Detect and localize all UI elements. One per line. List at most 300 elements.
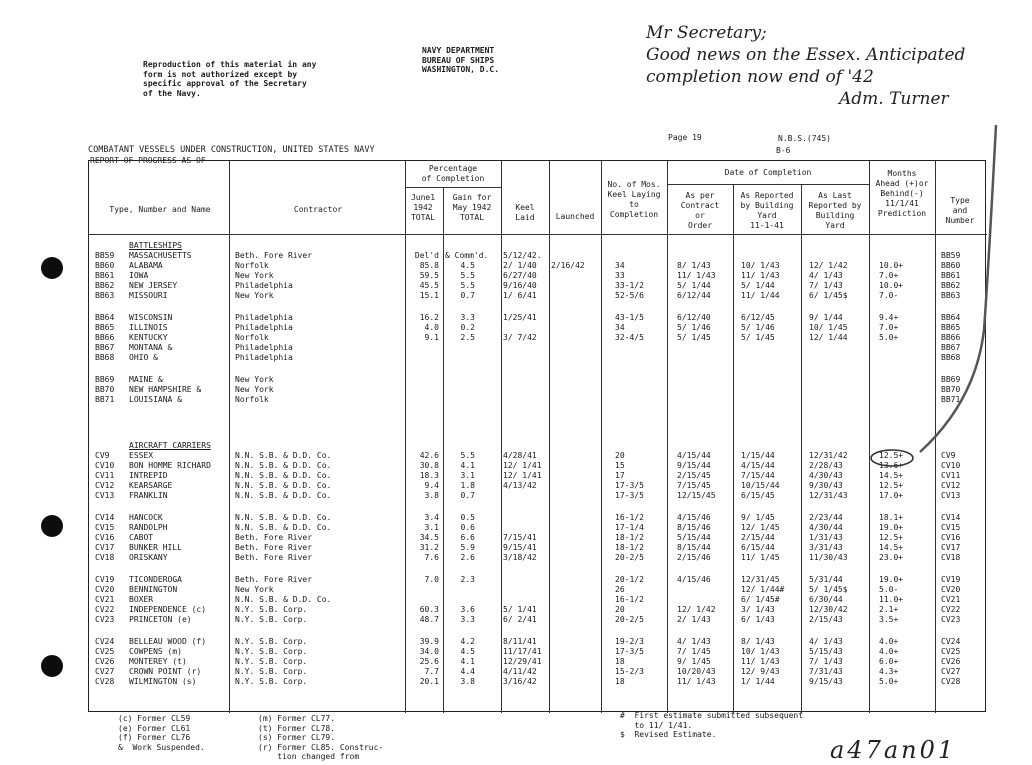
cell-ahead: 13.6+ [879,461,904,470]
cell-contract: 11/ 1/43 [677,271,716,280]
cell-type: CV22 [95,605,115,614]
table-row [89,313,987,323]
col-header-ahead: Months Ahead (+)or Behind(-) 11/1/41 Prediction [875,169,929,218]
cell-keel: 6/27/40 [503,271,537,280]
cell-reported: 1/15/44 [741,451,775,460]
cell-ahead: 6.0+ [879,657,899,666]
cell-june: 59.5 [419,271,439,280]
cell-gain: 3.3 [460,615,475,624]
cell-last: 6/30/44 [809,595,843,604]
cell-type: CV11 [95,471,115,480]
cell-type: BB60 [95,261,115,270]
cell-name: BELLEAU WOOD (f) [129,637,207,646]
cell-num: CV13 [941,491,961,500]
progress-table [88,160,986,712]
doc-subtitle: REPORT OF PROGRESS AS OF [90,156,206,165]
cell-months: 19-2/3 [615,637,644,646]
col-header-launched: Launched [555,212,595,221]
cell-last: 9/30/43 [809,481,843,490]
cell-months: 26 [615,585,625,594]
cell-ahead: 10.0+ [879,261,904,270]
cell-ahead: 23.0+ [879,553,904,562]
cell-keel: 3/ 7/42 [503,333,537,342]
table-row [89,251,987,261]
cell-june: 20.1 [419,677,439,686]
table-row [89,471,987,481]
cell-reported: 4/15/44 [741,461,775,470]
cell-keel: 12/ 1/41 [503,461,542,470]
table-row [89,333,987,343]
section-heading: AIRCRAFT CARRIERS [129,441,211,450]
cell-contract: 4/15/46 [677,513,711,522]
table-row [89,261,987,271]
table-row [89,575,987,585]
cell-reported: 12/ 9/43 [741,667,780,676]
cell-contractor: New York [235,271,274,280]
col-header-last: As Last Reported by Building Yard [808,191,862,230]
cell-type: CV17 [95,543,115,552]
table-row [89,343,987,353]
table-row [89,395,987,405]
cell-name: RANDOLPH [129,523,168,532]
cell-ahead: 5.0+ [879,333,899,342]
cell-gain: 6.6 [460,533,475,542]
cell-type: BB65 [95,323,115,332]
note-line: Good news on the Essex. Anticipated [646,45,966,65]
cell-keel: 4/28/41 [503,451,537,460]
cell-contractor: N.Y. S.B. Corp. [235,657,308,666]
cell-num: BB69 [941,375,961,384]
cell-gain: 3.6 [460,605,475,614]
cell-type: BB66 [95,333,115,342]
cell-ahead: 7.0+ [879,271,899,280]
cell-contractor: N.N. S.B. & D.D. Co. [235,523,332,532]
table-row [89,513,987,523]
cell-contractor: Philadelphia [235,353,293,362]
cell-gain: 0.7 [460,291,475,300]
cell-num: CV16 [941,533,961,542]
cell-contractor: N.Y. S.B. Corp. [235,615,308,624]
cell-keel: 11/17/41 [503,647,542,656]
agency-header: NAVY DEPARTMENT BUREAU OF SHIPS WASHINGTON, D.C. [422,46,500,74]
cell-ahead: 3.5+ [879,615,899,624]
cell-type: BB63 [95,291,115,300]
cell-type: BB61 [95,271,115,280]
cell-contractor: New York [235,375,274,384]
cell-num: BB67 [941,343,961,352]
cell-gain: & Comm'd. [445,251,489,260]
cell-last: 6/ 1/45$ [809,291,848,300]
column-divider [229,161,230,713]
cell-keel: 8/11/41 [503,637,537,646]
table-row [89,553,987,563]
cell-reported: 2/15/44 [741,533,775,542]
cell-keel: 3/16/42 [503,677,537,686]
cell-months: 18 [615,677,625,686]
cell-num: CV23 [941,615,961,624]
cell-last: 3/31/43 [809,543,843,552]
col-header-gain: Gain for May 1942 TOTAL [452,193,492,222]
cell-name: NEW JERSEY [129,281,178,290]
cell-ahead: 7.0- [879,291,899,300]
doc-title: COMBATANT VESSELS UNDER CONSTRUCTION, UNITED STATES NAVY [88,145,375,155]
cell-keel: 7/15/41 [503,533,537,542]
table-row [89,585,987,595]
cell-num: BB66 [941,333,961,342]
cell-last: 4/30/44 [809,523,843,532]
table-row [89,271,987,281]
table-row [89,637,987,647]
cell-keel: 12/ 1/41 [503,471,542,480]
cell-months: 20-2/5 [615,553,644,562]
cell-type: CV24 [95,637,115,646]
cell-contractor: N.N. S.B. & D.D. Co. [235,513,332,522]
cell-gain: 1.8 [460,481,475,490]
cell-type: CV15 [95,523,115,532]
cell-contractor: N.N. S.B. & D.D. Co. [235,471,332,480]
table-row [89,291,987,301]
cell-keel: 12/29/41 [503,657,542,666]
cell-type: CV9 [95,451,110,460]
cell-name: WILMINGTON (s) [129,677,197,686]
cell-june: 7.0 [424,575,439,584]
cell-name: BOXER [129,595,154,604]
cell-num: CV25 [941,647,961,656]
cell-gain: 4.4 [460,667,475,676]
ref-sub: B-6 [776,146,791,155]
cell-ahead: 19.0+ [879,575,904,584]
cell-ahead: 4.0+ [879,637,899,646]
cell-last: 12/31/42 [809,451,848,460]
cell-reported: 6/ 1/43 [741,615,775,624]
col-header-june: June1 1942 TOTAL [410,193,436,222]
cell-contract: 4/15/46 [677,575,711,584]
cell-ahead: 5.0- [879,585,899,594]
cell-contract: 5/ 1/44 [677,281,711,290]
cell-june: 3.1 [424,523,439,532]
cell-contract: 10/20/43 [677,667,716,676]
cell-june: 7.6 [424,553,439,562]
cell-type: CV14 [95,513,115,522]
cell-contractor: Norfolk [235,395,269,404]
cell-type: BB68 [95,353,115,362]
cell-name: PRINCETON (e) [129,615,192,624]
cell-months: 17-3/5 [615,481,644,490]
cell-months: 15-2/3 [615,667,644,676]
cell-name: BUNKER HILL [129,543,182,552]
cell-contractor: Beth. Fore River [235,543,313,552]
cell-type: CV18 [95,553,115,562]
col-header-reported: As Reported by Building Yard 11-1-41 [740,191,794,230]
cell-gain: 5.5 [460,271,475,280]
table-row [89,385,987,395]
cell-keel: 1/25/41 [503,313,537,322]
cell-name: OHIO & [129,353,158,362]
cell-months: 16-1/2 [615,595,644,604]
cell-june: 34.5 [419,533,439,542]
cell-months: 18 [615,657,625,666]
cell-last: 5/31/44 [809,575,843,584]
cell-contractor: N.Y. S.B. Corp. [235,677,308,686]
cell-name: ILLINOIS [129,323,168,332]
cell-num: BB61 [941,271,961,280]
binder-hole [41,515,63,537]
cell-type: CV23 [95,615,115,624]
cell-reported: 9/ 1/45 [741,513,775,522]
cell-gain: 2.6 [460,553,475,562]
col-header-type-number: Type and Number [945,196,975,225]
section-heading: BATTLESHIPS [129,241,182,250]
table-row [89,523,987,533]
cell-gain: 3.1 [460,471,475,480]
cell-last: 12/31/43 [809,491,848,500]
cell-keel: 3/18/42 [503,553,537,562]
note-line: completion now end of '42 [646,67,874,87]
cell-months: 32-4/5 [615,333,644,342]
cell-ahead: 12.5+ [879,451,904,460]
cell-months: 17-3/5 [615,491,644,500]
cell-contractor: N.Y. S.B. Corp. [235,647,308,656]
cell-months: 34 [615,261,625,270]
cell-type: CV27 [95,667,115,676]
cell-contract: 9/ 1/45 [677,657,711,666]
cell-gain: 0.2 [460,323,475,332]
cell-ahead: 18.1+ [879,513,904,522]
cell-months: 18-1/2 [615,533,644,542]
column-divider [667,161,668,713]
cell-keel: 6/ 2/41 [503,615,537,624]
cell-num: BB60 [941,261,961,270]
cell-ahead: 7.0+ [879,323,899,332]
col-header-keel: Keel Laid [515,203,535,222]
cell-name: NEW HAMPSHIRE & [129,385,202,394]
cell-reported: 11/ 1/43 [741,657,780,666]
cell-num: CV11 [941,471,961,480]
cell-contract: 11/ 1/43 [677,677,716,686]
cell-name: MONTANA & [129,343,173,352]
table-row [89,481,987,491]
cell-june: 9.1 [424,333,439,342]
cell-june: 7.7 [424,667,439,676]
cell-months: 15 [615,461,625,470]
cell-contractor: N.Y. S.B. Corp. [235,605,308,614]
cell-name: IOWA [129,271,149,280]
cell-months: 18-1/2 [615,543,644,552]
cell-contract: 6/12/40 [677,313,711,322]
cell-reported: 8/ 1/43 [741,637,775,646]
cell-last: 12/30/42 [809,605,848,614]
cell-june: 9.4 [424,481,439,490]
cell-contractor: N.Y. S.B. Corp. [235,637,308,646]
cell-june: 4.0 [424,323,439,332]
cell-ahead: 19.0+ [879,523,904,532]
cell-contractor: Beth. Fore River [235,251,313,260]
table-row [89,615,987,625]
cell-type: CV28 [95,677,115,686]
cell-name: HANCOCK [129,513,163,522]
cell-gain: 3.8 [460,677,475,686]
cell-ahead: 4.0+ [879,647,899,656]
table-row [89,491,987,501]
cell-contractor: New York [235,291,274,300]
cell-contractor: N.N. S.B. & D.D. Co. [235,451,332,460]
cell-num: CV27 [941,667,961,676]
cell-june: 15.1 [419,291,439,300]
cell-last: 2/28/43 [809,461,843,470]
cell-june: 16.2 [419,313,439,322]
col-header-percentage-group: Percentage of Completion [421,164,485,183]
cell-contractor: Philadelphia [235,281,293,290]
cell-type: BB59 [95,251,115,260]
reproduction-notice: Reproduction of this material in any form is not authorized except by specific approval of the Secretary of the Navy. [143,60,317,98]
table-row [89,647,987,657]
cell-last: 5/ 1/45$ [809,585,848,594]
cell-last: 4/30/43 [809,471,843,480]
cell-contractor: Beth. Fore River [235,553,313,562]
cell-contractor: New York [235,585,274,594]
cell-reported: 5/ 1/45 [741,333,775,342]
cell-months: 20 [615,451,625,460]
cell-name: ALABAMA [129,261,163,270]
table-row [89,323,987,333]
cell-gain: 4.2 [460,637,475,646]
cell-contractor: N.N. S.B. & D.D. Co. [235,481,332,490]
cell-reported: 6/15/45 [741,491,775,500]
cell-name: INTREPID [129,471,168,480]
cell-last: 10/ 1/45 [809,323,848,332]
cell-num: CV22 [941,605,961,614]
cell-gain: 0.6 [460,523,475,532]
cell-contract: 8/15/44 [677,543,711,552]
cell-june: 30.8 [419,461,439,470]
cell-type: BB64 [95,313,115,322]
table-row [89,375,987,385]
cell-contract: 6/12/44 [677,291,711,300]
binder-hole [41,257,63,279]
cell-last: 4/ 1/43 [809,637,843,646]
cell-contract: 2/ 1/43 [677,615,711,624]
cell-reported: 11/ 1/43 [741,271,780,280]
cell-num: CV21 [941,595,961,604]
cell-name: BENNINGTON [129,585,178,594]
archive-stamp: a47an01 [830,736,957,764]
cell-months: 16-1/2 [615,513,644,522]
cell-name: CROWN POINT (r) [129,667,202,676]
cell-ahead: 12.5+ [879,481,904,490]
cell-last: 2/23/44 [809,513,843,522]
cell-months: 17 [615,471,625,480]
cell-reported: 11/ 1/45 [741,553,780,562]
cell-last: 7/ 1/43 [809,281,843,290]
cell-gain: 2.3 [460,575,475,584]
cell-name: LOUISIANA & [129,395,182,404]
cell-num: BB68 [941,353,961,362]
table-row [89,605,987,615]
cell-num: CV18 [941,553,961,562]
cell-last: 7/31/43 [809,667,843,676]
cell-contractor: Philadelphia [235,323,293,332]
cell-reported: 10/15/44 [741,481,780,490]
cell-june: 25.6 [419,657,439,666]
cell-months: 17-1/4 [615,523,644,532]
cell-ahead: 5.0+ [879,677,899,686]
cell-gain: 5.9 [460,543,475,552]
cell-months: 43-1/5 [615,313,644,322]
cell-num: CV28 [941,677,961,686]
cell-contract: 12/15/45 [677,491,716,500]
cell-keel: 4/13/42 [503,481,537,490]
cell-ahead: 9.4+ [879,313,899,322]
column-divider [601,161,602,713]
cell-name: BON HOMME RICHARD [129,461,211,470]
cell-months: 52-5/6 [615,291,644,300]
cell-ahead: 12.5+ [879,533,904,542]
cell-contract: 4/ 1/43 [677,637,711,646]
cell-reported: 12/ 1/44# [741,585,785,594]
cell-months: 17-3/5 [615,647,644,656]
cell-last: 5/15/43 [809,647,843,656]
table-row [89,657,987,667]
cell-last: 1/31/43 [809,533,843,542]
cell-type: CV12 [95,481,115,490]
cell-june: 42.6 [419,451,439,460]
cell-contract: 4/15/44 [677,451,711,460]
footnotes-col3: # First estimate submitted subsequent to 11/ 1/41. $ Revised Estimate. [620,711,804,739]
cell-months: 33 [615,271,625,280]
cell-contract: 8/15/46 [677,523,711,532]
cell-last: 9/ 1/44 [809,313,843,322]
cell-gain: 0.5 [460,513,475,522]
cell-reported: 5/ 1/46 [741,323,775,332]
cell-ahead: 4.3+ [879,667,899,676]
cell-ahead: 14.5+ [879,543,904,552]
cell-num: BB63 [941,291,961,300]
cell-type: CV16 [95,533,115,542]
cell-keel: 1/ 6/41 [503,291,537,300]
cell-last: 11/30/43 [809,553,848,562]
cell-name: MISSOURI [129,291,168,300]
cell-contractor: New York [235,385,274,394]
cell-reported: 5/ 1/44 [741,281,775,290]
column-divider [501,161,502,713]
cell-months: 20-1/2 [615,575,644,584]
cell-contractor: N.N. S.B. & D.D. Co. [235,595,332,604]
table-row [89,461,987,471]
cell-reported: 6/12/45 [741,313,775,322]
cell-reported: 6/ 1/45# [741,595,780,604]
cell-contract: 5/ 1/46 [677,323,711,332]
cell-reported: 10/ 1/43 [741,261,780,270]
cell-reported: 11/ 1/44 [741,291,780,300]
cell-contract: 7/ 1/45 [677,647,711,656]
cell-reported: 6/15/44 [741,543,775,552]
cell-launched: 2/16/42 [551,261,585,270]
cell-last: 12/ 1/42 [809,261,848,270]
cell-num: CV15 [941,523,961,532]
subheader-divider [667,184,869,185]
cell-name: MASSACHUSETTS [129,251,192,260]
col-header-months: No. of Mos. Keel Laying to Completion [607,180,661,219]
cell-june: 34.0 [419,647,439,656]
cell-num: CV20 [941,585,961,594]
table-row [89,281,987,291]
handwritten-note [646,22,965,110]
table-row [89,533,987,543]
cell-type: CV21 [95,595,115,604]
cell-contract: 2/15/46 [677,553,711,562]
binder-hole [41,655,63,677]
cell-june: 3.8 [424,491,439,500]
